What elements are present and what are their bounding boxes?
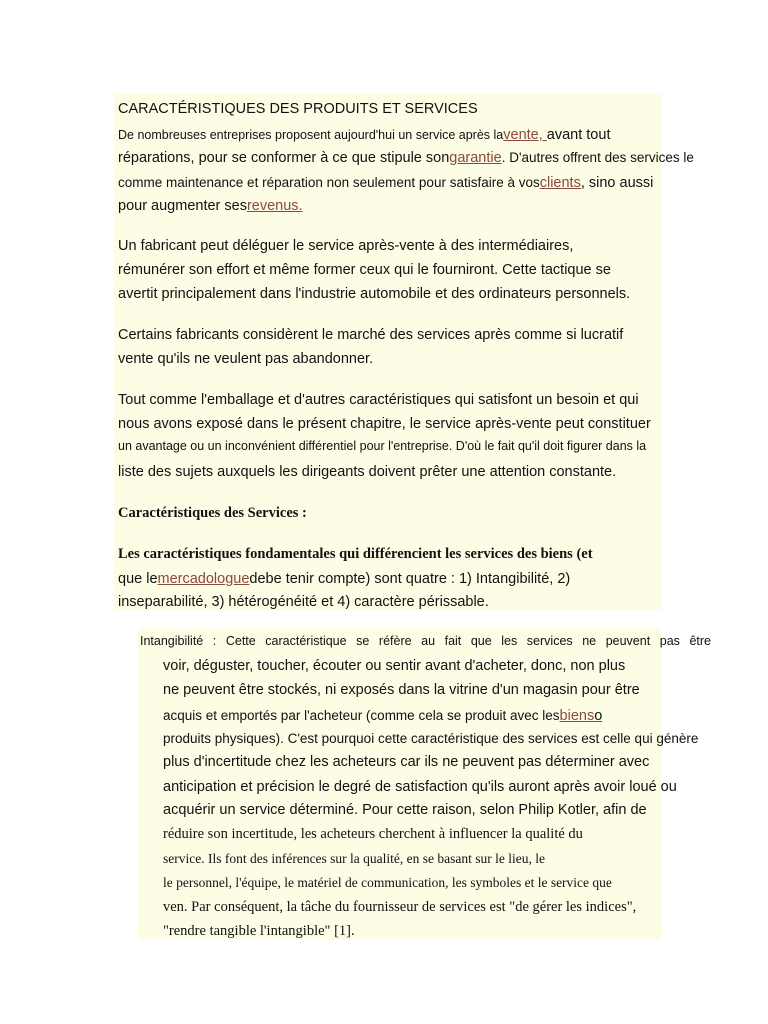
- paragraph-line: anticipation et précision le degré de satisfaction qu'ils auront après avoir loué ou: [163, 779, 677, 795]
- paragraph-line: Un fabricant peut déléguer le service après-vente à des intermédiaires,: [118, 238, 574, 254]
- paragraph-line-justified: Intangibilité : Cette caractéristique se réfère au fait que les services ne peuvent pas être: [140, 634, 711, 648]
- paragraph-line: le personnel, l'équipe, le matériel de communication, les symboles et le service que: [163, 875, 612, 890]
- link-clients[interactable]: clients: [539, 175, 581, 191]
- paragraph-line: ne peuvent être stockés, ni exposés dans la vitrine d'un magasin pour être: [163, 682, 640, 698]
- link-mercadologue[interactable]: mercadologue: [157, 571, 250, 587]
- paragraph-line: réparations, pour se conformer à ce que stipule songarantie. D'autres offrent des services le: [118, 150, 694, 166]
- paragraph-line: Les caractéristiques fondamentales qui différencient les services des biens (et: [118, 546, 593, 562]
- paragraph-line: voir, déguster, toucher, écouter ou sentir avant d'acheter, donc, non plus: [163, 658, 626, 674]
- link-biens[interactable]: biens: [559, 708, 595, 724]
- paragraph-line: nous avons exposé dans le présent chapitre, le service après-vente peut constituer: [118, 416, 651, 432]
- paragraph-line: plus d'incertitude chez les acheteurs car ils ne peuvent pas déterminer avec: [163, 754, 650, 770]
- paragraph-line: Certains fabricants considèrent le marché des services après comme si lucratif: [118, 327, 624, 343]
- document-title: CARACTÉRISTIQUES DES PRODUITS ET SERVICES: [118, 101, 478, 117]
- paragraph-line: produits physiques). C'est pourquoi cette caractéristique des services est celle qui génère: [163, 731, 699, 746]
- paragraph-line: Tout comme l'emballage et d'autres caractéristiques qui satisfont un besoin et qui: [118, 392, 639, 408]
- paragraph-line: De nombreuses entreprises proposent aujourd'hui un service après lavente, avant tout: [118, 127, 611, 143]
- paragraph-line: vente qu'ils ne veulent pas abandonner.: [118, 351, 374, 367]
- paragraph-line: que lemercadologuedebe tenir compte) sont quatre : 1) Intangibilité, 2): [118, 571, 571, 587]
- paragraph-line: rémunérer son effort et même former ceux qui le fourniront. Cette tactique se: [118, 262, 611, 278]
- paragraph-line: un avantage ou un inconvénient différentiel pour l'entreprise. D'où le fait qu'il doit figurer dans la: [118, 439, 647, 453]
- paragraph-line: acquis et emportés par l'acheteur (comme cela se produit avec lesbienso: [163, 708, 603, 724]
- paragraph-line: acquérir un service déterminé. Pour cette raison, selon Philip Kotler, afin de: [163, 802, 647, 818]
- link-garantie[interactable]: garantie: [449, 150, 502, 166]
- link-revenus[interactable]: revenus.: [246, 198, 303, 214]
- paragraph-line: réduire son incertitude, les acheteurs cherchent à influencer la qualité du: [163, 826, 583, 842]
- paragraph-line: avertit principalement dans l'industrie automobile et des ordinateurs personnels.: [118, 286, 631, 302]
- paragraph-line: comme maintenance et réparation non seulement pour satisfaire à vosclients, sino aussi: [118, 175, 654, 191]
- section-heading: Caractéristiques des Services :: [118, 505, 307, 521]
- paragraph-line: pour augmenter sesrevenus.: [118, 198, 303, 214]
- paragraph-line: inseparabilité, 3) hétérogénéité et 4) caractère périssable.: [118, 594, 489, 610]
- paragraph-line: ven. Par conséquent, la tâche du fournisseur de services est "de gérer les indices",: [163, 899, 637, 915]
- link-vente[interactable]: vente,: [503, 127, 547, 143]
- paragraph-line: liste des sujets auxquels les dirigeants doivent prêter une attention constante.: [118, 464, 617, 480]
- paragraph-line: service. Ils font des inférences sur la qualité, en se basant sur le lieu, le: [163, 851, 545, 866]
- paragraph-line: "rendre tangible l'intangible" [1].: [163, 923, 355, 939]
